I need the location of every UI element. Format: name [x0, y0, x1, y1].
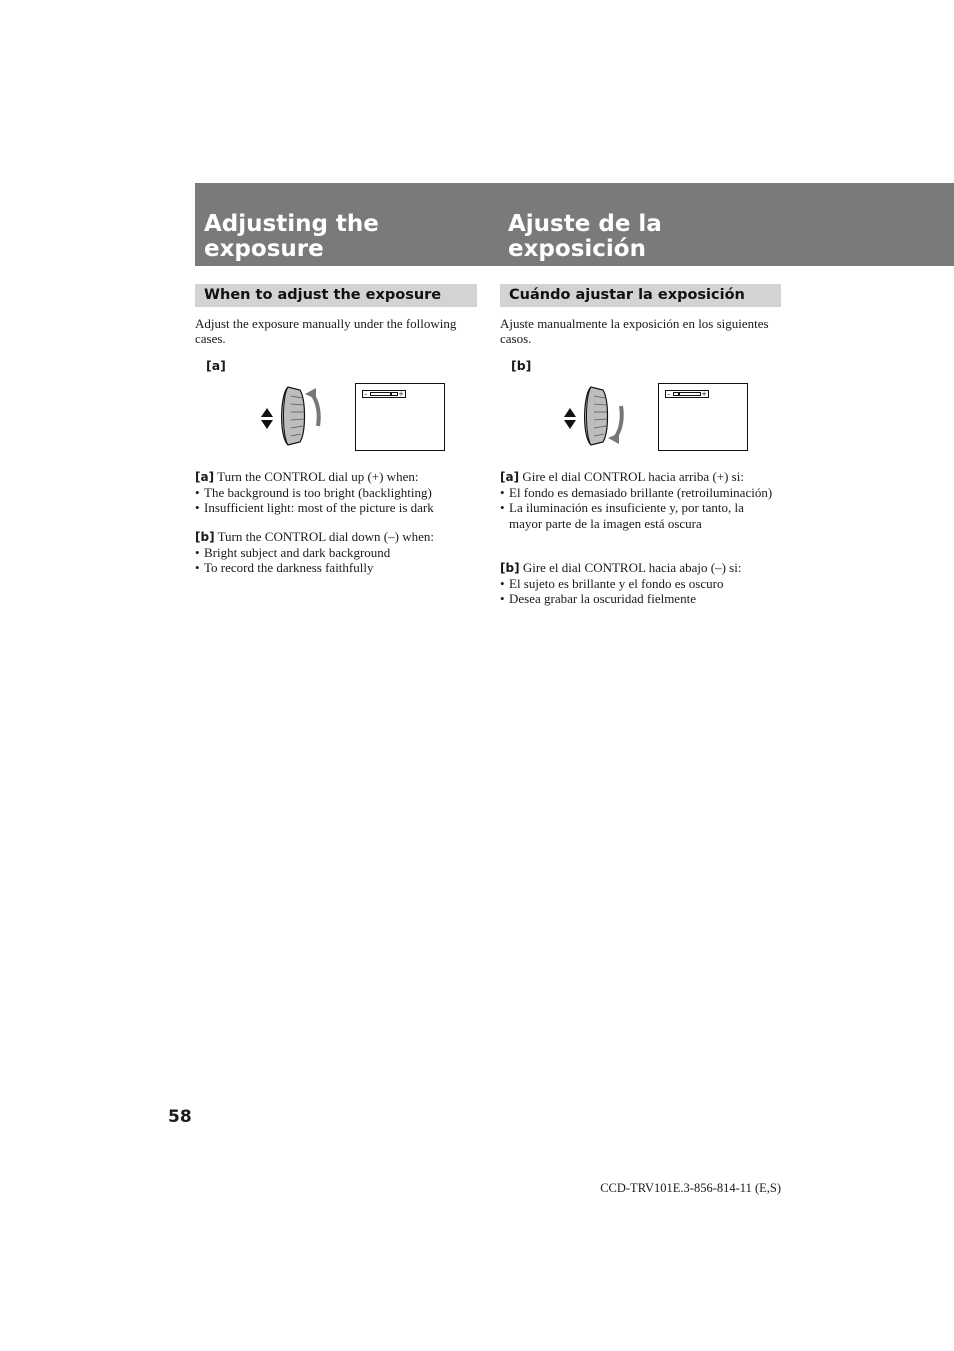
- viewfinder-screen-b: [658, 383, 748, 451]
- title-english-line2: exposure: [204, 236, 324, 262]
- case-b-spanish-list: [500, 576, 775, 606]
- subheading-english: When to adjust the exposure: [195, 284, 477, 307]
- down-arrow-icon: [564, 420, 576, 429]
- case-b-english-text: Turn the CONTROL dial down (–) when:: [214, 529, 434, 544]
- exposure-plus-a: +: [398, 390, 404, 398]
- up-arrow-icon: [564, 408, 576, 417]
- subheading-spanish: Cuándo ajustar la exposición: [500, 284, 781, 307]
- list-item: • Insufficient light: most of the picture is dark: [195, 500, 470, 515]
- exposure-indicator-b: [665, 390, 709, 398]
- exposure-indicator-a: [362, 390, 406, 398]
- case-a-english-key: [a]: [195, 470, 215, 484]
- case-b-english: [195, 529, 470, 576]
- case-b-spanish-text: Gire el dial CONTROL hacia abajo (–) si:: [519, 560, 742, 575]
- intro-spanish: Ajuste manualmente la exposición en los siguientes casos.: [500, 316, 769, 347]
- case-a-spanish-text: Gire el dial CONTROL hacia arriba (+) si:: [519, 469, 744, 484]
- exposure-plus-b: +: [701, 390, 707, 398]
- list-item: • El fondo es demasiado brillante (retroiluminación): [500, 485, 775, 500]
- list-item: • To record the darkness faithfully: [195, 560, 470, 575]
- case-a-spanish: [500, 469, 775, 531]
- page-number: 58: [168, 1107, 192, 1127]
- case-b-spanish-key: [b]: [500, 561, 520, 575]
- case-a-spanish-key: [a]: [500, 470, 520, 484]
- list-item: • La iluminación es insuficiente y, por tanto, la mayor parte de la imagen está oscura: [500, 500, 775, 530]
- exposure-track-a: [370, 392, 398, 396]
- list-item: • El sujeto es brillante y el fondo es oscuro: [500, 576, 775, 591]
- page-title-english: [204, 212, 484, 262]
- exposure-level-mark-a: [390, 393, 392, 395]
- case-a-english: [195, 469, 470, 516]
- case-a-spanish-list: [500, 485, 775, 531]
- case-a-spanish-lead: [500, 469, 775, 485]
- intro-english: Adjust the exposure manually under the following cases.: [195, 316, 457, 347]
- list-item: • Desea grabar la oscuridad fielmente: [500, 591, 775, 606]
- down-arrow-icon: [261, 420, 273, 429]
- figure-label-b: [b]: [511, 358, 532, 373]
- control-dial-up-icon: [258, 382, 324, 450]
- list-item: • Bright subject and dark background: [195, 545, 470, 560]
- viewfinder-screen-a: [355, 383, 445, 451]
- exposure-minus-a: –: [364, 390, 368, 398]
- title-spanish-line1: Ajuste de la: [508, 211, 662, 237]
- page-title-spanish: [508, 212, 808, 262]
- case-b-spanish-lead: [500, 560, 775, 576]
- up-arrow-icon: [261, 408, 273, 417]
- exposure-level-mark-b: [678, 393, 680, 395]
- exposure-minus-b: –: [667, 390, 671, 398]
- figure-label-a: [a]: [206, 358, 226, 373]
- footer-document-code: CCD-TRV101E.3-856-814-11 (E,S): [600, 1181, 781, 1195]
- title-english-line1: Adjusting the: [204, 211, 379, 237]
- control-dial-down-icon: [561, 382, 627, 450]
- case-b-english-list: [195, 545, 470, 575]
- case-a-english-text: Turn the CONTROL dial up (+) when:: [214, 469, 419, 484]
- exposure-track-b: [673, 392, 701, 396]
- title-spanish-line2: exposición: [508, 236, 646, 262]
- case-a-english-lead: [195, 469, 470, 485]
- case-b-english-key: [b]: [195, 530, 215, 544]
- list-item: • The background is too bright (backlighting): [195, 485, 470, 500]
- case-a-english-list: [195, 485, 470, 515]
- case-b-english-lead: [195, 529, 470, 545]
- case-b-spanish: [500, 560, 775, 607]
